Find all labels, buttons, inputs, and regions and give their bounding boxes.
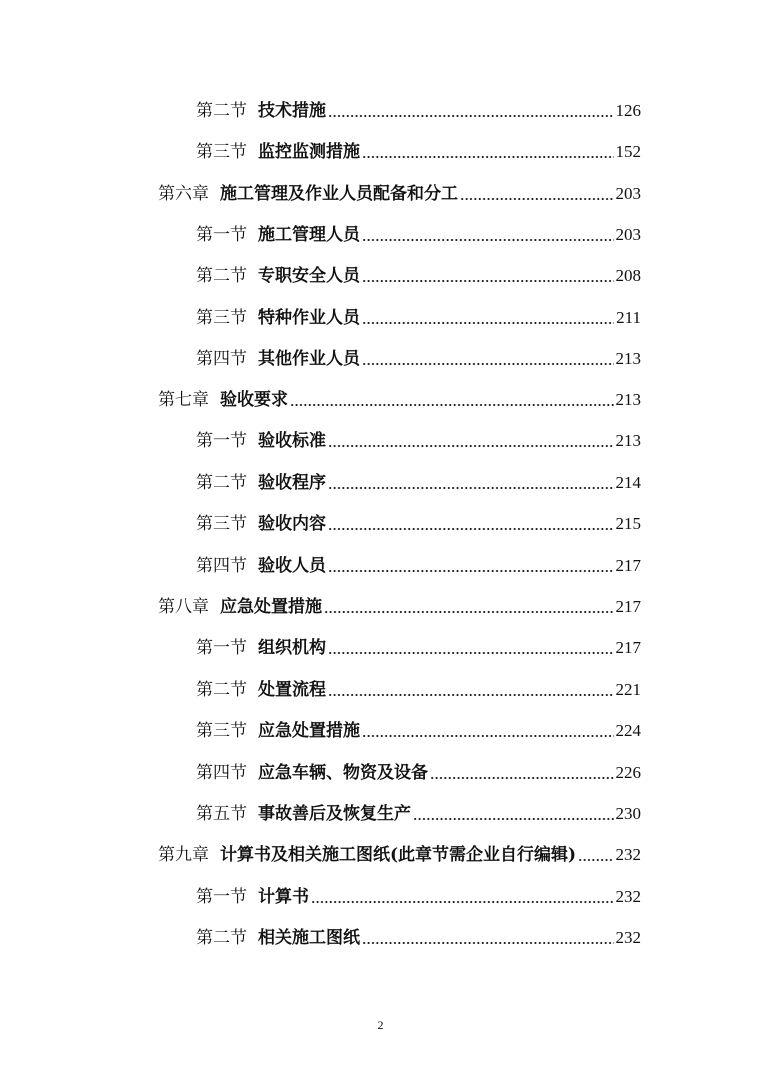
- entry-title: 施工管理及作业人员配备和分工: [220, 184, 458, 204]
- dot-leader: [328, 114, 614, 118]
- entry-number: 第一节: [196, 225, 247, 245]
- toc-entry[interactable]: [158, 385, 641, 411]
- toc-entry[interactable]: [196, 137, 641, 163]
- entry-page: 203: [615, 225, 641, 244]
- dot-leader: [430, 776, 614, 780]
- dot-leader: [362, 155, 614, 159]
- entry-title: 处置流程: [258, 680, 326, 700]
- entry-page: 224: [615, 721, 641, 740]
- dot-leader: [311, 900, 614, 904]
- dot-leader: [362, 734, 614, 738]
- dot-leader: [328, 693, 614, 697]
- dot-leader: [328, 444, 614, 448]
- dot-leader: [362, 279, 614, 283]
- dot-leader: [328, 651, 614, 655]
- entry-title: 应急车辆、物资及设备: [258, 763, 428, 783]
- entry-title: 技术措施: [258, 101, 326, 121]
- entry-title: 施工管理人员: [258, 225, 360, 245]
- entry-number: 第三节: [196, 514, 247, 534]
- entry-number: 第四节: [196, 349, 247, 369]
- entry-title: 特种作业人员: [258, 308, 360, 328]
- entry-number: 第二节: [196, 473, 247, 493]
- entry-page: 221: [615, 680, 641, 699]
- entry-page: 215: [615, 514, 641, 533]
- entry-page: 213: [615, 390, 641, 409]
- entry-number: 第八章: [158, 597, 209, 617]
- entry-number: 第二节: [196, 928, 247, 948]
- entry-page: 152: [615, 142, 641, 161]
- entry-title: 计算书: [258, 887, 309, 907]
- toc-entry[interactable]: [196, 261, 641, 287]
- entry-page: 226: [615, 763, 641, 782]
- entry-number: 第九章: [158, 845, 209, 865]
- entry-number: 第二节: [196, 101, 247, 121]
- entry-page: 213: [615, 431, 641, 450]
- entry-number: 第四节: [196, 763, 247, 783]
- entry-page: 208: [615, 266, 641, 285]
- toc-entry[interactable]: [196, 344, 641, 370]
- dot-leader: [362, 238, 614, 242]
- toc-entry[interactable]: [196, 426, 641, 452]
- entry-page: 203: [615, 184, 641, 203]
- entry-page: 217: [615, 556, 641, 575]
- dot-leader: [290, 403, 614, 407]
- entry-title: 验收程序: [258, 473, 326, 493]
- entry-number: 第三节: [196, 308, 247, 328]
- toc-entry[interactable]: [196, 923, 641, 949]
- entry-title: 应急处置措施: [258, 721, 360, 741]
- dot-leader: [362, 362, 614, 366]
- entry-page: 232: [615, 845, 641, 864]
- entry-number: 第一节: [196, 638, 247, 658]
- entry-title: 验收内容: [258, 514, 326, 534]
- toc-entry[interactable]: [196, 509, 641, 535]
- entry-page: 232: [615, 928, 641, 947]
- entry-title: 计算书及相关施工图纸(此章节需企业自行编辑): [220, 845, 577, 865]
- entry-number: 第四节: [196, 556, 247, 576]
- entry-page: 213: [615, 349, 641, 368]
- entry-number: 第三节: [196, 142, 247, 162]
- toc-entry[interactable]: [158, 179, 641, 205]
- entry-page: 214: [615, 473, 641, 492]
- dot-leader: [328, 486, 614, 490]
- entry-title: 应急处置措施: [220, 597, 322, 617]
- entry-number: 第六章: [158, 184, 209, 204]
- entry-title: 组织机构: [258, 638, 326, 658]
- entry-title: 验收人员: [258, 556, 326, 576]
- toc-entry[interactable]: [158, 840, 641, 866]
- toc-entry[interactable]: [196, 882, 641, 908]
- entry-page: 217: [615, 638, 641, 657]
- entry-title: 事故善后及恢复生产: [258, 804, 411, 824]
- toc-entry[interactable]: [196, 633, 641, 659]
- page-number: 2: [377, 1018, 384, 1032]
- entry-page: 211: [616, 308, 641, 327]
- dot-leader: [328, 569, 614, 573]
- toc-entry[interactable]: [196, 716, 641, 742]
- toc-entry[interactable]: [196, 303, 641, 329]
- dot-leader: [328, 527, 614, 531]
- toc-entry[interactable]: [196, 468, 641, 494]
- entry-title: 监控监测措施: [258, 142, 360, 162]
- entry-number: 第二节: [196, 266, 247, 286]
- entry-title: 相关施工图纸: [258, 928, 360, 948]
- dot-leader: [324, 610, 614, 614]
- dot-leader: [578, 858, 613, 862]
- toc-entry[interactable]: [196, 675, 641, 701]
- entry-number: 第七章: [158, 390, 209, 410]
- toc-entry[interactable]: [196, 758, 641, 784]
- entry-title: 验收要求: [220, 390, 288, 410]
- entry-number: 第二节: [196, 680, 247, 700]
- entry-title: 专职安全人员: [258, 266, 360, 286]
- entry-number: 第一节: [196, 431, 247, 451]
- entry-page: 230: [615, 804, 641, 823]
- toc-entry[interactable]: [196, 220, 641, 246]
- dot-leader: [413, 817, 614, 821]
- toc-entry[interactable]: [196, 551, 641, 577]
- toc-entry[interactable]: [196, 799, 641, 825]
- entry-page: 217: [615, 597, 641, 616]
- entry-title: 验收标准: [258, 431, 326, 451]
- entry-number: 第五节: [196, 804, 247, 824]
- dot-leader: [362, 321, 614, 325]
- entry-number: 第三节: [196, 721, 247, 741]
- toc-entry[interactable]: [158, 592, 641, 618]
- entry-page: 232: [615, 887, 641, 906]
- dot-leader: [460, 197, 614, 201]
- dot-leader: [362, 941, 614, 945]
- toc-entry[interactable]: [196, 96, 641, 122]
- entry-number: 第一节: [196, 887, 247, 907]
- entry-page: 126: [615, 101, 641, 120]
- entry-title: 其他作业人员: [258, 349, 360, 369]
